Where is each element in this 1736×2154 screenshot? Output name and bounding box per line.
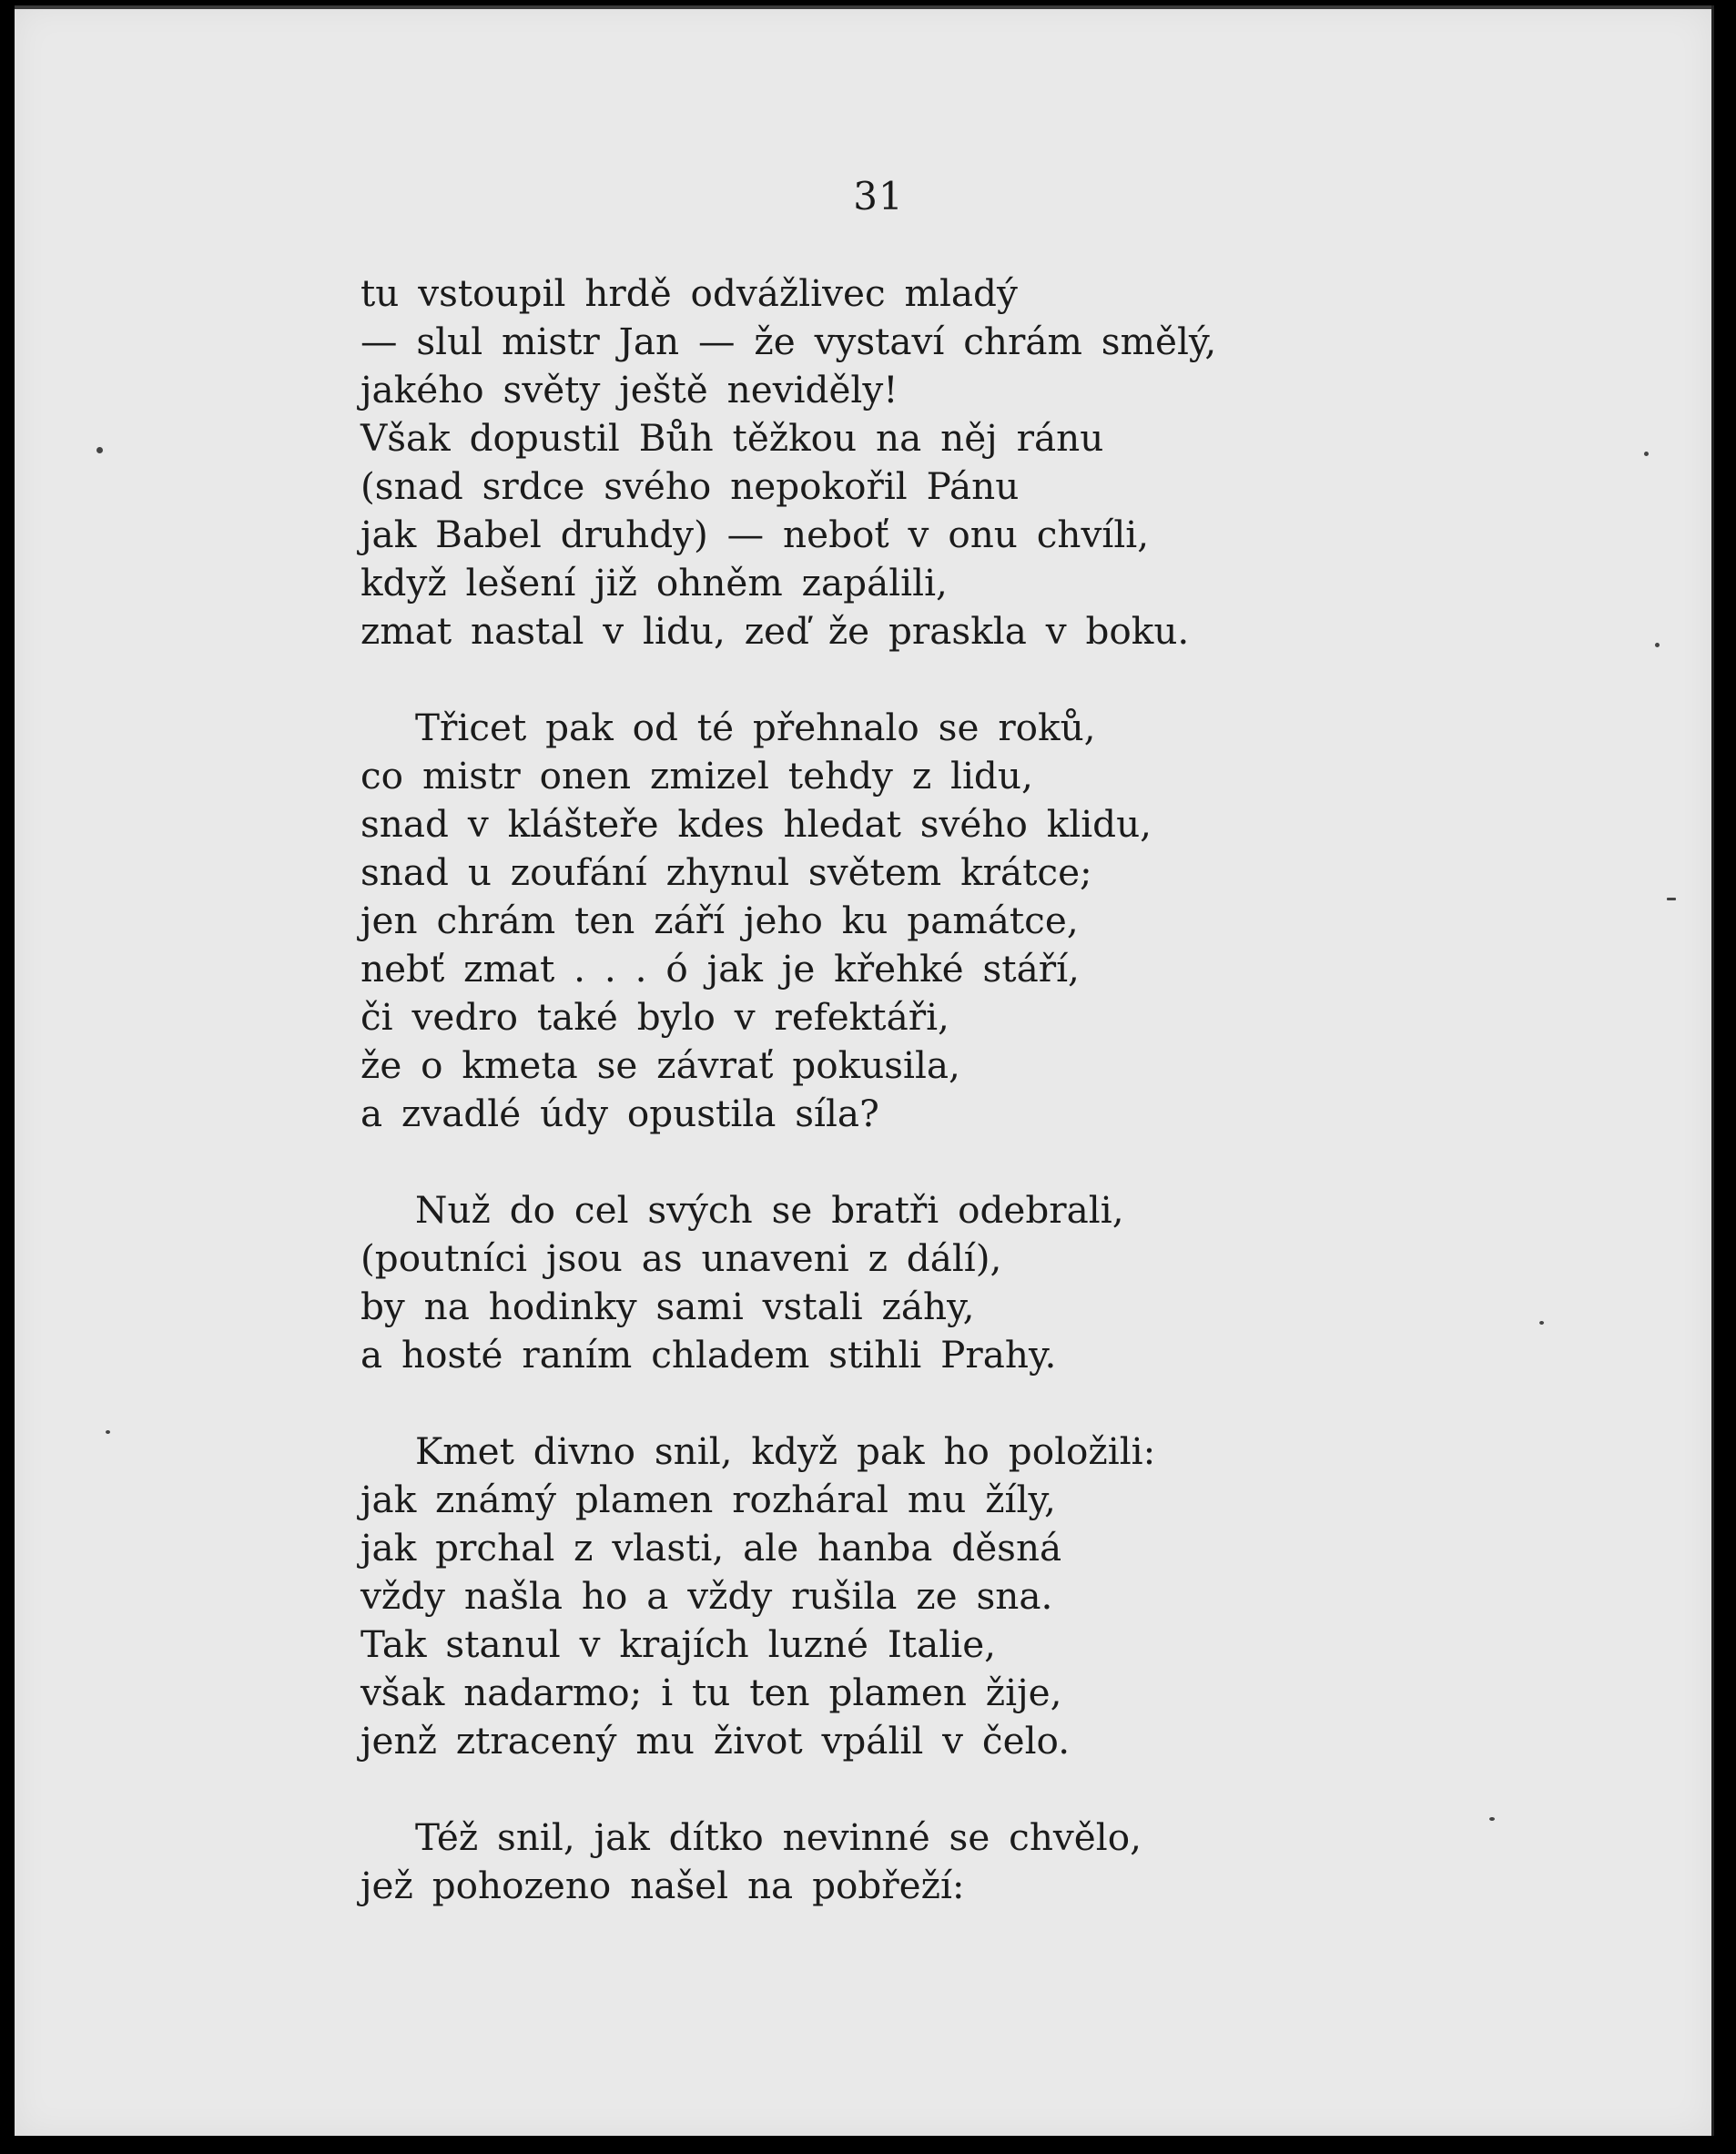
- top-edge: [15, 5, 1711, 9]
- verse-line: Však dopustil Bůh těžkou na něj ránu: [360, 416, 1104, 460]
- verse-line: jakého světy ještě neviděly!: [360, 368, 898, 411]
- verse-line: jak známý plamen rozháral mu žíly,: [360, 1478, 1056, 1521]
- verse-line: že o kmeta se závrať pokusila,: [360, 1043, 960, 1087]
- verse-line: a hosté raním chladem stihli Prahy.: [360, 1333, 1057, 1377]
- scan-speck: [96, 447, 103, 453]
- verse-line: jež pohozeno našel na pobřeží:: [360, 1864, 965, 1907]
- verse-line: by na hodinky sami vstali záhy,: [360, 1285, 975, 1328]
- book-page: [15, 5, 1714, 2136]
- verse-line: co mistr onen zmizel tehdy z lidu,: [360, 754, 1033, 798]
- verse-line: však nadarmo; i tu ten plamen žije,: [360, 1671, 1062, 1714]
- scan-speck: [106, 1430, 110, 1434]
- scan-speck: [1667, 898, 1676, 900]
- verse-line: jenž ztracený mu život vpálil v čelo.: [360, 1719, 1071, 1763]
- verse-line: Nuž do cel svých se bratři odebrali,: [415, 1188, 1124, 1232]
- verse-line: vždy našla ho a vždy rušila ze sna.: [360, 1574, 1053, 1618]
- scan-speck: [1489, 1817, 1495, 1821]
- verse-line: tu vstoupil hrdě odvážlivec mladý: [360, 271, 1018, 315]
- verse-line: Kmet divno snil, když pak ho položili:: [415, 1429, 1156, 1473]
- verse-line: — slul mistr Jan — že vystaví chrám smělý,: [360, 320, 1217, 363]
- stanza-2: [360, 704, 1380, 1138]
- verse-line: Též snil, jak dítko nevinné se chvělo,: [415, 1815, 1142, 1859]
- verse-line: Třicet pak od té přehnalo se roků,: [415, 706, 1096, 749]
- verse-line: jen chrám ten září jeho ku památce,: [360, 899, 1079, 942]
- stanza-1: [360, 269, 1380, 655]
- verse-line: nebť zmat . . . ó jak je křehké stáří,: [360, 947, 1080, 991]
- poem-text: [360, 269, 1380, 1910]
- verse-line: či vedro také bylo v refektáři,: [360, 995, 949, 1039]
- verse-line: Tak stanul v krajích luzné Italie,: [360, 1622, 997, 1666]
- verse-line: zmat nastal v lidu, zeď že praskla v boku.: [360, 609, 1190, 653]
- verse-line: snad v klášteře kdes hledat svého klidu,: [360, 802, 1152, 846]
- verse-line: a zvadlé údy opustila síla?: [360, 1092, 879, 1135]
- scan-speck: [1539, 1321, 1544, 1325]
- scan-speck: [1644, 452, 1649, 456]
- verse-line: (poutníci jsou as unaveni z dálí),: [360, 1236, 1002, 1280]
- page-number: 31: [853, 174, 904, 218]
- verse-line: snad u zoufání zhynul světem krátce;: [360, 850, 1092, 894]
- verse-line: jak Babel druhdy) — neboť v onu chvíli,: [360, 513, 1150, 556]
- verse-line: když lešení již ohněm zapálili,: [360, 561, 948, 605]
- stanza-4: [360, 1428, 1380, 1765]
- verse-line: jak prchal z vlasti, ale hanba děsná: [360, 1526, 1062, 1570]
- verse-line: (snad srdce svého nepokořil Pánu: [360, 464, 1020, 508]
- stanza-5: [360, 1814, 1380, 1910]
- stanza-3: [360, 1186, 1380, 1379]
- scan-speck: [1655, 643, 1660, 647]
